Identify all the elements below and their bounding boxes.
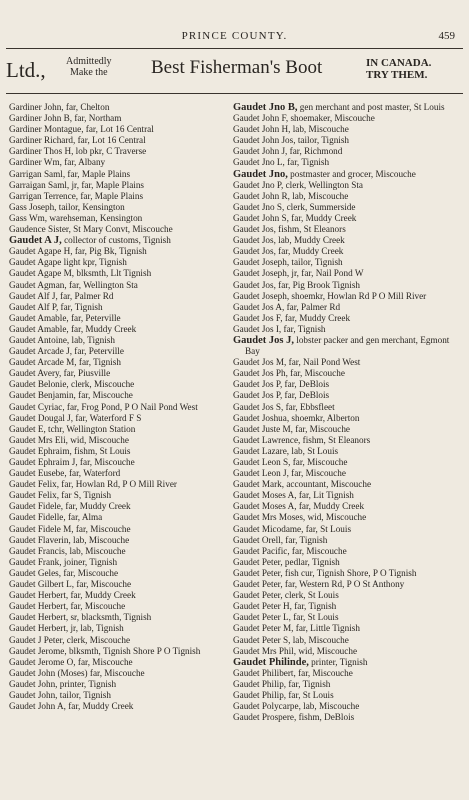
entry-text: Gaudet Fidele, far, Muddy Creek	[9, 501, 131, 512]
directory-entry	[233, 357, 459, 368]
directory-entry	[9, 413, 235, 424]
directory-entry	[233, 213, 459, 224]
directory-entry	[233, 512, 459, 523]
entry-text: Gaudet Flaverin, lab, Miscouche	[9, 534, 130, 545]
entry-text: Gaudet John Jos, tailor, Tignish	[233, 135, 350, 146]
directory-entry	[233, 169, 459, 180]
entry-text: Gaudet Jos, lab, Muddy Creek	[233, 235, 345, 246]
entry-text: Gaudet Eusebe, far, Waterford	[9, 468, 121, 479]
entry-text: Gaudet Moses A, far, Lit Tignish	[233, 490, 354, 501]
entry-text: Gaudet Mrs Phil, wid, Miscouche	[233, 645, 358, 656]
entry-name-bold: Gaudet Philinde,	[233, 656, 309, 668]
entry-name-bold: Gaudet Jno B,	[233, 102, 298, 113]
directory-entry	[9, 435, 235, 446]
directory-entry	[9, 268, 235, 279]
entry-text: Gardiner Richard, far, Lot 16 Central	[9, 135, 146, 146]
entry-name-bold: Gaudet A J,	[9, 235, 62, 247]
top-rule	[6, 48, 463, 49]
directory-entry	[9, 213, 235, 224]
directory-entry	[9, 557, 235, 568]
directory-entry	[9, 102, 235, 113]
entry-text: Gaudet Joseph, tailor, Tignish	[233, 257, 343, 268]
directory-entry	[9, 402, 235, 413]
entry-text: Gaudet Agman, far, Wellington Sta	[9, 279, 138, 290]
directory-entry	[233, 202, 459, 213]
directory-entry	[9, 601, 235, 612]
directory-entry	[9, 690, 235, 701]
ad-admittedly	[66, 56, 112, 78]
ad-ltd: Ltd.,	[6, 58, 46, 82]
directory-entry	[9, 635, 235, 646]
entry-text: Gaudet Agape M, blksmth, Llt Tignish	[9, 268, 152, 279]
directory-entry	[233, 546, 459, 557]
directory-entry	[233, 568, 459, 579]
entry-text: Gaudet Polycarpe, lab, Miscouche	[233, 701, 360, 712]
entry-text: Gaudet Herbert, far, Muddy Creek	[9, 590, 136, 601]
directory-entry	[9, 224, 235, 235]
directory-entry	[9, 302, 235, 313]
entry-text: Gaudet John A, far, Muddy Creek	[9, 701, 134, 712]
entry-text: Gaudet Peter, clerk, St Louis	[233, 590, 339, 601]
directory-entry	[233, 257, 459, 268]
entry-text: Gaudet Cyriac, far, Frog Pond, P O Nail Pond West	[9, 401, 198, 412]
directory-entry	[9, 291, 235, 302]
directory-entry	[9, 612, 235, 623]
entry-name-bold: Gaudet Jos J,	[233, 334, 294, 346]
directory-entry	[233, 291, 459, 302]
entry-text: Gaudet Peter M, far, Little Tignish	[233, 623, 360, 634]
entry-text: Gaudet Joseph, shoemkr, Howlan Rd P O Mill River	[233, 290, 427, 301]
entry-text: Gaudet Peter, far, Western Rd, P O St Anthony	[233, 579, 405, 590]
entry-text: Gass Wm, warehseman, Kensington	[9, 212, 143, 223]
entry-text: Gaudet Philip, far, St Louis	[233, 689, 334, 700]
running-title: PRINCE COUNTY.	[181, 30, 288, 42]
entry-text: Gaudet Jos F, far, Muddy Creek	[233, 312, 351, 323]
ad-right-line2: TRY THEM.	[366, 69, 428, 81]
entry-text: Gaudet Jos S, far, Ebbsfleet	[233, 401, 335, 412]
directory-entry	[9, 135, 235, 146]
entry-text: Gardiner Wm, far, Albany	[9, 157, 106, 168]
entry-text: Gaudet John H, lab, Miscouche	[233, 124, 349, 135]
entry-text: Gaudet Juste M, far, Miscouche	[233, 423, 350, 434]
directory-entry	[9, 357, 235, 368]
directory-entry	[233, 280, 459, 291]
directory-entry	[9, 313, 235, 324]
entry-text: Gaudet Peter, fish cur, Tignish Shore, P O Tignish	[233, 567, 417, 578]
entry-text: gen merchant and post master, St Louis	[297, 102, 445, 112]
directory-entry	[9, 379, 235, 390]
entry-text: Gaudet Jno L, far, Tignish	[233, 157, 330, 168]
entry-text: Gaudet Prospere, fishm, DeBlois	[233, 712, 355, 723]
entry-text: Gaudet Herbert, far, Miscouche	[9, 601, 126, 612]
entry-text: Gaudet John, tailor, Tignish	[9, 689, 111, 700]
directory-entry	[9, 335, 235, 346]
directory-entry	[9, 390, 235, 401]
directory-entry	[9, 457, 235, 468]
directory-entry	[233, 646, 459, 657]
entry-name-bold: Gaudet Jno,	[233, 168, 288, 180]
entry-text: Gaudet Dougal J, far, Waterford F S	[9, 412, 142, 423]
directory-entry	[233, 146, 459, 157]
entry-text: Gaudet Jos, fishm, St Eleanors	[233, 224, 346, 235]
entry-text: Gaudet Ephraim J, far, Miscouche	[9, 457, 135, 467]
directory-entry	[233, 501, 459, 512]
directory-entry	[233, 313, 459, 324]
directory-entry	[9, 668, 235, 679]
entry-text: Gaudence Sister, St Mary Convt, Miscouche	[9, 224, 173, 235]
entry-text: Gaudet Amable, far, Muddy Creek	[9, 323, 137, 334]
entry-text: Gaudet Peter, pedlar, Tignish	[233, 556, 340, 567]
directory-entry	[9, 235, 235, 246]
entry-text: Gaudet Jos M, far, Nail Pond West	[233, 357, 361, 368]
ad-right-text	[366, 57, 431, 81]
directory-entry	[233, 124, 459, 135]
ad-main-slogan: Best Fisherman's Boot	[151, 57, 323, 78]
page-number: 459	[438, 30, 455, 42]
directory-entry	[9, 346, 235, 357]
directory-entry	[233, 424, 459, 435]
directory-entry	[9, 124, 235, 135]
directory-entry	[9, 657, 235, 668]
directory-entry	[233, 490, 459, 501]
directory-entry	[233, 224, 459, 235]
directory-entry	[9, 280, 235, 291]
entry-text: Gaudet Jerome, blksmth, Tignish Shore P O Tignish	[9, 645, 201, 656]
directory-entry	[9, 490, 235, 501]
advertisement-banner	[6, 50, 463, 90]
directory-entry	[9, 446, 235, 457]
directory-entry	[9, 424, 235, 435]
directory-entry	[233, 180, 459, 191]
entry-text: Gaudet Jerome O, far, Miscouche	[9, 656, 133, 667]
directory-entry	[233, 324, 459, 335]
entry-text: Gaudet Fidelle, far, Alma	[9, 512, 103, 523]
directory-entry	[233, 668, 459, 679]
directory-entry	[9, 568, 235, 579]
entry-text: Gaudet Moses A, far, Muddy Creek	[233, 501, 365, 512]
entry-text: Gaudet Jos P, far, DeBlois	[233, 379, 330, 390]
entry-text: Gaudet Mrs Moses, wid, Miscouche	[233, 512, 367, 523]
directory-entry	[9, 535, 235, 546]
directory-entry	[9, 191, 235, 202]
right-column	[233, 102, 459, 723]
directory-entry	[9, 512, 235, 523]
entry-text: Gaudet Jos, far, Pig Brook Tignish	[233, 279, 360, 290]
directory-entry	[233, 468, 459, 479]
directory-entry	[233, 679, 459, 690]
directory-entry	[233, 402, 459, 413]
ad-admittedly-line1: Admittedly	[66, 56, 112, 67]
directory-entry	[9, 324, 235, 335]
directory-entry	[233, 535, 459, 546]
directory-entry	[9, 113, 235, 124]
directory-entry	[9, 701, 235, 712]
entry-text: Garrigan Terrence, far, Maple Plains	[9, 190, 144, 201]
directory-entry	[9, 590, 235, 601]
directory-entry	[233, 102, 459, 113]
entry-text: Gaudet Peter S, lab, Miscouche	[233, 634, 349, 645]
entry-text: Gaudet Leon J, far, Miscouche	[233, 468, 346, 479]
directory-entry	[233, 368, 459, 379]
directory-entry	[233, 712, 459, 723]
directory-entry	[9, 180, 235, 191]
entry-text: Garraigan Saml, jr, far, Maple Plains	[9, 179, 144, 190]
directory-entry	[9, 169, 235, 180]
directory-entry	[9, 257, 235, 268]
directory-entry	[233, 479, 459, 490]
directory-entry	[9, 368, 235, 379]
entry-text: Gaudet Geles, far, Miscouche	[9, 567, 119, 578]
entry-text: Gaudet Alf J, far, Palmer Rd	[9, 290, 114, 301]
directory-entry	[9, 579, 235, 590]
entry-text: Gaudet Agape H, far, Pig Bk, Tignish	[9, 246, 147, 257]
entry-text: Gaudet Leon S, far, Miscouche	[233, 457, 348, 467]
directory-entry	[233, 601, 459, 612]
entry-text: Gaudet Micodame, far, St Louis	[233, 523, 352, 534]
entry-text: collector of customs, Tignish	[61, 235, 171, 246]
entry-text: Gaudet Herbert, jr, lab, Tignish	[9, 623, 124, 634]
directory-entry	[233, 113, 459, 124]
entry-text: Gaudet John R, lab, Miscouche	[233, 190, 349, 201]
entry-text: lobster packer and gen merchant, Egmont Bay	[245, 334, 450, 357]
directory-entry	[233, 579, 459, 590]
entry-text: Gaudet Jno P, clerk, Wellington Sta	[233, 179, 363, 190]
directory-entry	[233, 413, 459, 424]
entry-text: Gaudet Orell, far, Tignish	[233, 534, 328, 545]
entry-text: Gaudet Frank, joiner, Tignish	[9, 556, 118, 567]
entry-text: Gardiner Montague, far, Lot 16 Central	[9, 124, 154, 135]
entry-text: Gaudet Belonie, clerk, Miscouche	[9, 379, 135, 390]
entry-text: Gaudet Jos A, far, Palmer Rd	[233, 301, 341, 312]
entry-text: Gaudet Mrs Eli, wid, Miscouche	[9, 434, 129, 445]
directory-entry	[233, 435, 459, 446]
entry-text: Gaudet E, tchr, Wellington Station	[9, 423, 136, 434]
directory-entry	[233, 524, 459, 535]
directory-entry	[233, 657, 459, 668]
left-column	[9, 102, 235, 712]
entry-text: Gaudet Francis, lab, Miscouche	[9, 545, 126, 556]
directory-entry	[9, 623, 235, 634]
directory-entry	[9, 202, 235, 213]
entry-text: Gaudet Herbert, sr, blacksmth, Tignish	[9, 612, 152, 623]
entry-text: Gaudet Lazare, lab, St Louis	[233, 445, 339, 456]
bottom-rule	[6, 93, 463, 94]
entry-text: Gaudet Amable, far, Peterville	[9, 312, 121, 323]
entry-text: Gaudet Fidele M, far, Miscouche	[9, 523, 131, 534]
directory-entry	[233, 235, 459, 246]
directory-entry	[9, 679, 235, 690]
entry-text: Gaudet Jos, far, Muddy Creek	[233, 246, 344, 257]
entry-text: Gaudet John S, far, Muddy Creek	[233, 212, 357, 223]
directory-entry	[233, 246, 459, 257]
entry-text: Gaudet Joseph, jr, far, Nail Pond W	[233, 268, 364, 279]
entry-text: Gaudet Alf P, far, Tignish	[9, 301, 103, 312]
directory-entry	[233, 457, 459, 468]
entry-text: Gaudet Joshua, shoemkr, Alberton	[233, 412, 360, 423]
entry-text: Gaudet J Peter, clerk, Miscouche	[9, 634, 131, 645]
directory-entry	[9, 246, 235, 257]
entry-text: Gaudet John J, far, Richmond	[233, 146, 343, 157]
directory-entry	[233, 612, 459, 623]
entry-text: Gaudet John (Moses) far, Miscouche	[9, 667, 145, 678]
ad-admittedly-line2: Make the	[70, 67, 108, 78]
directory-entry	[9, 524, 235, 535]
entry-text: Gaudet Arcade M, far, Tignish	[9, 357, 121, 368]
directory-entry	[9, 468, 235, 479]
directory-entry	[233, 623, 459, 634]
entry-text: Gaudet Peter H, far, Tignish	[233, 601, 337, 612]
directory-entry	[9, 646, 235, 657]
directory-entry	[233, 557, 459, 568]
directory-entry	[233, 191, 459, 202]
entry-text: postmaster and grocer, Miscouche	[287, 168, 416, 179]
entry-text: Gaudet Arcade J, far, Peterville	[9, 346, 124, 357]
entry-text: Gaudet Peter L, far, St Louis	[233, 612, 339, 623]
entry-text: Gaudet Felix, far, Howlan Rd, P O Mill River	[9, 479, 177, 490]
directory-entry	[233, 379, 459, 390]
entry-text: Gaudet Jos P, far, DeBlois	[233, 390, 330, 401]
directory-entry	[233, 268, 459, 279]
entry-text: Garrigan Saml, far, Maple Plains	[9, 168, 131, 179]
entry-text: Gaudet John F, shoemaker, Miscouche	[233, 113, 375, 124]
entry-text: Gaudet Pacific, far, Miscouche	[233, 545, 347, 556]
entry-text: Gardiner John B, far, Northam	[9, 113, 122, 124]
directory-entry	[233, 590, 459, 601]
entry-text: Gaudet Agape light kpr, Tignish	[9, 257, 127, 268]
entry-text: Gaudet Mark, accountant, Miscouche	[233, 479, 372, 490]
page-header	[0, 0, 469, 100]
directory-entry	[233, 157, 459, 168]
directory-entry	[233, 302, 459, 313]
directory-entry	[9, 501, 235, 512]
directory-entry	[9, 157, 235, 168]
entry-text: Gaudet Felix, far S, Tignish	[9, 490, 112, 501]
entry-text: Gardiner John, far, Chelton	[9, 102, 110, 112]
entry-text: Gaudet Antoine, lab, Tignish	[9, 334, 115, 345]
entry-text: Gaudet John, printer, Tignish	[9, 678, 117, 689]
entry-text: Gaudet Philibert, far, Miscouche	[233, 667, 353, 678]
directory-entry	[233, 446, 459, 457]
entry-text: printer, Tignish	[308, 656, 368, 667]
directory-entry	[9, 479, 235, 490]
ad-right-line1: IN CANADA.	[366, 57, 432, 69]
directory-entry	[9, 146, 235, 157]
entry-text: Gardiner Thos H, lob pkr, C Traverse	[9, 146, 147, 157]
entry-text: Gaudet Ephraim, fishm, St Louis	[9, 445, 131, 456]
entry-text: Gaudet Jos I, far, Tignish	[233, 323, 326, 334]
entry-text: Gaudet Jno S, clerk, Summerside	[233, 201, 356, 212]
directory-entry	[233, 690, 459, 701]
entry-text: Gaudet Gilbert L, far, Miscouche	[9, 579, 132, 590]
entry-text: Gass Joseph, tailor, Kensington	[9, 201, 125, 212]
directory-entry	[233, 335, 459, 357]
entry-text: Gaudet Philip, far, Tignish	[233, 678, 331, 689]
entry-text: Gaudet Benjamin, far, Miscouche	[9, 390, 133, 401]
entry-text: Gaudet Jos Ph, far, Miscouche	[233, 368, 345, 379]
directory-entry	[233, 701, 459, 712]
directory-entry	[233, 390, 459, 401]
entry-text: Gaudet Lawrence, fishm, St Eleanors	[233, 434, 371, 445]
directory-entry	[233, 135, 459, 146]
directory-entry	[9, 546, 235, 557]
entry-text: Gaudet Avery, far, Piusville	[9, 368, 111, 379]
directory-entry	[233, 635, 459, 646]
